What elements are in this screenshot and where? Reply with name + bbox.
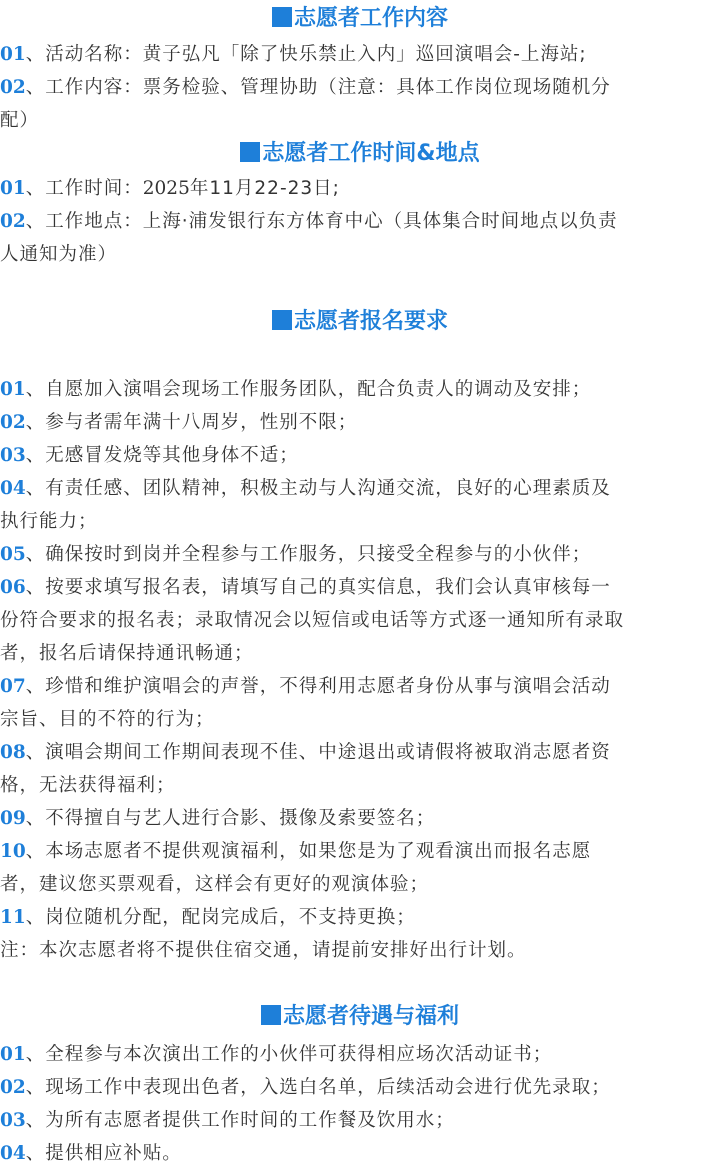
- item-text: 、活动名称：黄子弘凡「除了快乐禁止入内」巡回演唱会-上海站;: [25, 44, 587, 65]
- item-text: 、工作时间：: [25, 178, 143, 199]
- filled-square-icon: [272, 310, 292, 330]
- item-text: 、按要求填写报名表，请填写自己的真实信息，我们会认真审核每一: [25, 577, 611, 598]
- item-text: 、工作内容：票务检验、管理协助（注意：具体工作岗位现场随机分: [25, 77, 611, 98]
- benefit-item-01: [0, 1038, 720, 1071]
- item-text: 宗旨、目的不符的行为；: [0, 709, 215, 730]
- item-number: 01: [0, 178, 26, 199]
- item-text: 、现场工作中表现出色者，入选白名单，后续活动会进行优先录取；: [25, 1077, 611, 1098]
- note-text: 注：本次志愿者将不提供住宿交通，请提前安排好出行计划。: [0, 940, 527, 961]
- time-place-item-01: [0, 172, 720, 205]
- benefit-item-02: [0, 1071, 720, 1104]
- item-number: 09: [0, 808, 26, 829]
- filled-square-icon: [272, 7, 292, 27]
- item-number: 04: [0, 1143, 26, 1164]
- item-number: 11: [0, 907, 26, 928]
- filled-square-icon: [240, 142, 260, 162]
- time-place-item-02: [0, 205, 720, 238]
- item-number: 01: [0, 1044, 26, 1065]
- requirement-item-10: [0, 835, 720, 868]
- benefit-item-03: [0, 1104, 720, 1137]
- item-text: 执行能力；: [0, 511, 98, 532]
- item-text: 、为所有志愿者提供工作时间的工作餐及饮用水；: [25, 1110, 455, 1131]
- item-number: 02: [0, 77, 26, 98]
- work-content-item-01: [0, 38, 720, 71]
- item-number: 03: [0, 445, 26, 466]
- requirement-item-04-continued: [0, 505, 720, 538]
- requirement-note: [0, 934, 720, 967]
- item-text: 、不得擅自与艺人进行合影、摄像及索要签名；: [25, 808, 436, 829]
- section-title: 志愿者工作时间&地点: [262, 141, 480, 166]
- time-place-item-02-continued: [0, 238, 720, 271]
- item-text: 格，无法获得福利；: [0, 775, 176, 796]
- requirement-item-07-continued: [0, 703, 720, 736]
- requirement-item-06-continued: [0, 637, 720, 670]
- item-number: 06: [0, 577, 26, 598]
- requirement-item-06-continued: [0, 604, 720, 637]
- item-text: 、珍惜和维护演唱会的声誉，不得利用志愿者身份从事与演唱会活动: [25, 676, 611, 697]
- item-date: 2025: [142, 178, 190, 199]
- item-number: 01: [0, 44, 26, 65]
- item-text: 、工作地点：上海·浦发银行东方体育中心（具体集合时间地点以负责: [25, 211, 618, 232]
- item-number: 02: [0, 211, 26, 232]
- item-number: 01: [0, 379, 26, 400]
- item-number: 04: [0, 478, 26, 499]
- item-text: 、提供相应补贴。: [25, 1143, 182, 1164]
- work-content-item-02: [0, 71, 720, 104]
- benefit-item-04: [0, 1137, 720, 1170]
- requirement-item-11: [0, 901, 720, 934]
- requirement-item-10-continued: [0, 868, 720, 901]
- requirement-item-08: [0, 736, 720, 769]
- requirement-item-02: [0, 406, 720, 439]
- item-text: 者，建议您买票观看，这样会有更好的观演体验；: [0, 874, 430, 895]
- item-number: 02: [0, 1077, 26, 1098]
- item-text: 、演唱会期间工作期间表现不佳、中途退出或请假将被取消志愿者资: [25, 742, 611, 763]
- requirement-item-08-continued: [0, 769, 720, 802]
- section-title: 志愿者报名要求: [293, 309, 448, 334]
- item-text: 人通知为准）: [0, 244, 118, 265]
- item-number: 07: [0, 676, 26, 697]
- section-heading-benefits: [0, 1002, 720, 1032]
- work-content-item-02-continued: [0, 104, 720, 137]
- item-text: 年11月22-23日;: [189, 178, 340, 199]
- item-number: 10: [0, 841, 26, 862]
- requirement-item-04: [0, 472, 720, 505]
- requirement-item-05: [0, 538, 720, 571]
- filled-square-icon: [261, 1005, 281, 1025]
- item-text: 、确保按时到岗并全程参与工作服务，只接受全程参与的小伙伴；: [25, 544, 592, 565]
- item-text: 、有责任感、团队精神，积极主动与人沟通交流，良好的心理素质及: [25, 478, 611, 499]
- requirement-item-03: [0, 439, 720, 472]
- item-text: 、岗位随机分配，配岗完成后，不支持更换；: [25, 907, 416, 928]
- item-text: 、全程参与本次演出工作的小伙伴可获得相应场次活动证书；: [25, 1044, 553, 1065]
- item-text: 、本场志愿者不提供观演福利，如果您是为了观看演出而报名志愿: [25, 841, 592, 862]
- section-heading-time-place: [0, 139, 720, 169]
- section-heading-requirements: [0, 307, 720, 337]
- item-text: 者，报名后请保持通讯畅通；: [0, 643, 254, 664]
- item-text: 份符合要求的报名表；录取情况会以短信或电话等方式逐一通知所有录取: [0, 610, 625, 631]
- section-heading-work-content: [0, 4, 720, 34]
- section-title: 志愿者待遇与福利: [282, 1004, 459, 1029]
- requirement-item-01: [0, 373, 720, 406]
- item-number: 08: [0, 742, 26, 763]
- item-text: 配）: [0, 110, 40, 131]
- item-text: 、参与者需年满十八周岁，性别不限；: [25, 412, 358, 433]
- item-number: 03: [0, 1110, 26, 1131]
- requirement-item-07: [0, 670, 720, 703]
- item-number: 02: [0, 412, 26, 433]
- item-text: 、无感冒发烧等其他身体不适；: [25, 445, 299, 466]
- item-number: 05: [0, 544, 26, 565]
- requirement-item-06: [0, 571, 720, 604]
- section-title: 志愿者工作内容: [293, 6, 448, 31]
- requirement-item-09: [0, 802, 720, 835]
- item-text: 、自愿加入演唱会现场工作服务团队，配合负责人的调动及安排；: [25, 379, 592, 400]
